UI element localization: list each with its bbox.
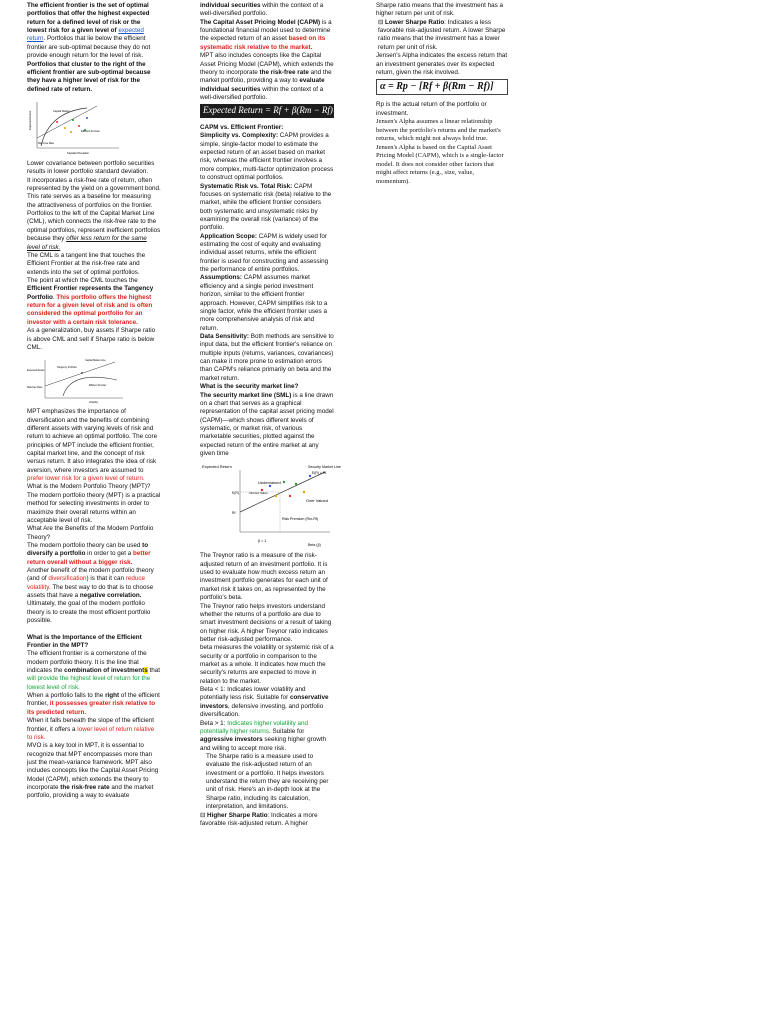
- tangency-portfolio-paragraph: The point at which the CML touches the Efficient Frontier represents the Tangency Portfolio. This portfolio offers the highest return for a given level of risk and is often considered the optimal portfolio for an investor with a certain risk tolerance.: [27, 276, 154, 326]
- mpt-benefits-question: What Are the Benefits of the Modern Portfolio Theory?: [27, 525, 154, 541]
- capm-extension-paragraph: MPT also includes concepts like the Capital Asset Pricing Model (CAPM), which extends the theory to incorporate the risk-free rate and the market portfolio, providing a way to evaluate individual securities within the context of a well-diversified portfolio.: [200, 52, 334, 101]
- risk-free-rate-paragraph: It incorporates a risk-free rate of return, often represented by the yield on a government bond. This rate serves as a baseline for measuring the attractiveness of portfolios on the frontier.: [27, 176, 161, 209]
- treynor-definition: The Treynor ratio is a measure of the risk-adjusted return of an investment portfolio. It is used to evaluate how much excess return an investment portfolio generates for each unit of market risk it takes on, as represented by the portfolio's beta.: [200, 552, 328, 602]
- fig3-y-label: Expected Return: [202, 464, 232, 470]
- security-market-line-figure: [200, 462, 341, 548]
- fig3-overvalued-label: Over Valued: [306, 498, 328, 504]
- mpt-benefits-paragraph: The modern portfolio theory can be used to diversify a portfolio in order to get a better return overall without a bigger risk.: [27, 541, 151, 566]
- data-sensitivity-paragraph: Data Sensitivity: Both methods are sensitive to input data, but the efficient frontier's reliance on multiple inputs (returns, variances, covariances) can make it more prone to estimation errors than CAPM's reliance primarily on beta and the market return.: [200, 332, 334, 382]
- fig3-er-eq-label: E(R) = Rf: [312, 471, 327, 476]
- column-2: [200, 2, 341, 828]
- efficient-frontier-definition: The efficient frontier is the set of optimal portfolios that offer the highest expected return for a defined level of risk or the lowest risk for a given level of expected return. Portfolios that lie below the efficient frontier are sub-optimal because they do not provide enough return for the level of risk. Portfolios that cluster to the right of the efficient frontier are sub-optimal because they have a higher level of risk for the defined rate of return.: [27, 2, 151, 93]
- fig2-rf-label: Risk-free Rate: [27, 386, 43, 390]
- square-bullet-icon: ⊟: [200, 811, 208, 819]
- fig2-frontier-label: Efficient Frontier: [89, 384, 107, 388]
- fig1-frontier-label: Efficient Frontier: [81, 129, 100, 133]
- fig1-x-label: Standard Deviation: [67, 151, 90, 155]
- cml-left-paragraph: Portfolios to the left of the Capital Market Line (CML), which connects the risk-free rate to the optimal portfolios, represent inefficient portfolios because they offer less return for the same level of risk.: [27, 210, 161, 251]
- fig3-er-label: E(R): [232, 491, 239, 496]
- sml-definition: The security market line (SML) is a line drawn on a chart that serves as a graphical representation of the capital asset pricing model (CAPM)—which shows different levels of systematic, or market risk, of various marketable securities, plotted against the expected return of the entire market at any given time: [200, 391, 334, 458]
- square-bullet-icon: ⊟: [378, 18, 386, 26]
- lower-sharpe-paragraph: ⊟ Lower Sharpe Ratio: Indicates a less favorable risk-adjusted return. A lower Sharpe ratio means that the investment has a lower return per unit of risk.: [378, 18, 506, 51]
- fig3-beta1-label: β = 1: [258, 539, 267, 544]
- fig2-y-label: Expected Return: [27, 369, 45, 373]
- fig3-sml-label: Security Market Line: [308, 465, 341, 470]
- fig3-x-label: Beta (β): [308, 543, 321, 548]
- beta-definition: beta measures the volatility or systemic risk of a security or a portfolio in comparison to the market as a whole. It indicates how much the security's returns are expected to move in relation to the market.: [200, 644, 334, 685]
- importance-question: What is the Importance of the Efficient Frontier in the MPT?: [27, 633, 142, 649]
- assumptions-paragraph: Assumptions: CAPM assumes market efficiency and a single period investment horizon, similar to the efficient frontier approach. However, CAPM simplifies risk to a single factor, while the efficient frontier uses a more comprehensive analysis of risk and return.: [200, 274, 328, 332]
- application-scope-paragraph: Application Scope: CAPM is widely used for estimating the cost of equity and evaluating individual asset returns, while the efficient frontier is used for constructing and assessing the performance of entire portfolios.: [200, 232, 329, 274]
- column-3: [376, 2, 508, 186]
- cml-tangent-paragraph: The CML is a tangent line that touches the Efficient Frontier at the risk-free rate and extends into the set of optimal portfolios.: [27, 251, 146, 276]
- mpt-goal-paragraph: Ultimately, the goal of the modern portfolio theory is to create the most efficient portfolio possible.: [27, 600, 151, 625]
- jensens-alpha-formula: α = Rp − [Rf + β(Rm − Rf)]: [376, 79, 508, 95]
- volatility-paragraph: Another benefit of the modern portfolio theory (and of diversification) is that it can reduce volatility. The best way to do that is to choose assets that have a negative correlation.: [27, 567, 154, 600]
- jensens-alpha-capm-limitation: Jensen's Alpha is based on the Capital Asset Pricing Model (CAPM), which is a single-factor model. It does not consider other factors that might affect returns (e.g., size, value, momentum).: [376, 143, 504, 185]
- simplicity-paragraph: Simplicity vs. Complexity: CAPM provides a simple, single-factor model to estimate the expected return of an asset based on market risk, whereas the efficient frontier involves a more complex, multi-factor optimization process to construct optimal portfolios.: [200, 132, 334, 182]
- treynor-usage: The Treynor ratio helps investors understand whether the returns of a portfolio are due to smart investment decisions or a result of taking on higher risk. A higher Treynor ratio indicates better risk-adjusted performance.: [200, 602, 332, 643]
- systematic-risk-paragraph: Systematic Risk vs. Total Risk: CAPM focuses on systematic risk (beta) relative to the market, while the efficient frontier considers both systematic and unsystematic risks by examining the overall risk (variance) of the portfolio.: [200, 182, 332, 232]
- individual-securities-continuation: individual securities within the context of a well-diversified portfolio.: [200, 2, 324, 18]
- jensens-alpha-definition: Jensen's Alpha indicates the excess return that an investment generates over its expected return, given the risk involved.: [376, 52, 508, 76]
- right-of-frontier-paragraph: When a portfolio falls to the right of the efficient frontier, it possesses greater risk relative to its predicted return.: [27, 692, 160, 716]
- mpt-definition: The modern portfolio theory (MPT) is a practical method for selecting investments in order to maximize their overall returns within an acceptable level of risk.: [27, 491, 161, 524]
- mvo-paragraph: MVO is a key tool in MPT, it is essential to recognize that MPT encompasses more than just the mean-variance framework. MPT also includes concepts like the Capital Asset Pricing Model (CAPM), which extends the theory to incorporate the risk-free rate and the market portfolio, providing a way to evaluate: [27, 742, 159, 800]
- efficient-frontier-figure: [27, 98, 122, 156]
- beneath-frontier-paragraph: When it falls beneath the slope of the efficient frontier, it offers a lower level of return relative to risk.: [27, 717, 155, 741]
- beta-less-than-one: Beta < 1: Indicates lower volatility and potentially less risk. Suitable for conservative investors, defensive investing, and portfolio diversification.: [200, 686, 329, 719]
- capm-vs-frontier-heading: CAPM vs. Efficient Frontier:: [200, 124, 284, 131]
- fig3-intrinsic-label: Intrinsic Value: [249, 491, 268, 496]
- cornerstone-paragraph: The efficient frontier is a cornerstone of the modern portfolio theory. It is the line that indicates the combination of investments that will provide the highest level of return for the lowest level of risk.: [27, 650, 161, 691]
- fig1-y-label: Expected Return: [29, 110, 32, 130]
- fig3-risk-premium-label: Risk Premium (Rm-Rf): [282, 517, 319, 522]
- fig3-rf-label: Rf: [232, 511, 236, 516]
- fig2-x-label: Volatility: [89, 401, 98, 405]
- fig3-undervalued-label: Undervalued: [258, 480, 281, 486]
- higher-sharpe-paragraph: ⊟ Higher Sharpe Ratio: Indicates a more favorable risk-adjusted return. A higher: [200, 811, 318, 827]
- tangency-portfolio-figure: [27, 356, 127, 404]
- higher-sharpe-continuation: Sharpe ratio means that the investment has a higher return per unit of risk.: [376, 2, 504, 18]
- mpt-question: What is the Modern Portfolio Theory (MPT)?: [27, 483, 151, 491]
- rp-definition: Rp is the actual return of the portfolio or investment.: [376, 101, 487, 117]
- sharpe-generalization-paragraph: As a generalization, buy assets if Sharpe ratio is above CML and sell if Sharpe ratio is below CML.: [27, 327, 156, 351]
- fig1-rf-label: Risk Free Rate: [38, 141, 54, 145]
- fig1-cml-label: Capital Market: [53, 109, 70, 113]
- capm-formula: Expected Return = Rf + β(Rm − Rf): [200, 104, 334, 118]
- fig2-tangency-label: Tangency Portfolio: [57, 366, 77, 370]
- mpt-diversification-paragraph: MPT emphasizes the importance of diversification and the benefits of combining different assets with varying levels of risk and return to achieve an optimal portfolio. The core principles of MPT include the efficient frontier, capital market line, and the concept of risk versus return. It also integrates the idea of risk aversion, where investors are assumed to prefer lower risk for a given level of return.: [27, 408, 158, 483]
- sml-question: What is the security market line?: [200, 383, 299, 391]
- beta-greater-than-one: Beta > 1: Indicates higher volatility and potentially higher returns. Suitable for aggressive investors seeking higher growth and willing to accept more risk.: [200, 719, 327, 752]
- fig2-cml-label: Capital Market Line: [85, 359, 106, 363]
- capm-definition: The Capital Asset Pricing Model (CAPM) is a foundational financial model used to determine the expected return of an asset based on its systematic risk relative to the market.: [200, 18, 332, 51]
- covariance-paragraph: Lower covariance between portfolio securities results in lower portfolio standard deviation.: [27, 159, 155, 176]
- expected-return-link[interactable]: expected return: [27, 27, 144, 43]
- jensens-alpha-assumption: Jensen's Alpha assumes a linear relationship between the portfolio's returns and the market's returns, which might not always hold true.: [376, 117, 501, 143]
- sharpe-definition: The Sharpe ratio is a measure used to evaluate the risk-adjusted return of an investment or a portfolio. It helps investors understand the return they are receiving per unit of risk. Here's an in-depth look at the Sharpe ratio, including its calculation, interpretation, and limitations.: [206, 753, 329, 811]
- column-1: [27, 2, 161, 801]
